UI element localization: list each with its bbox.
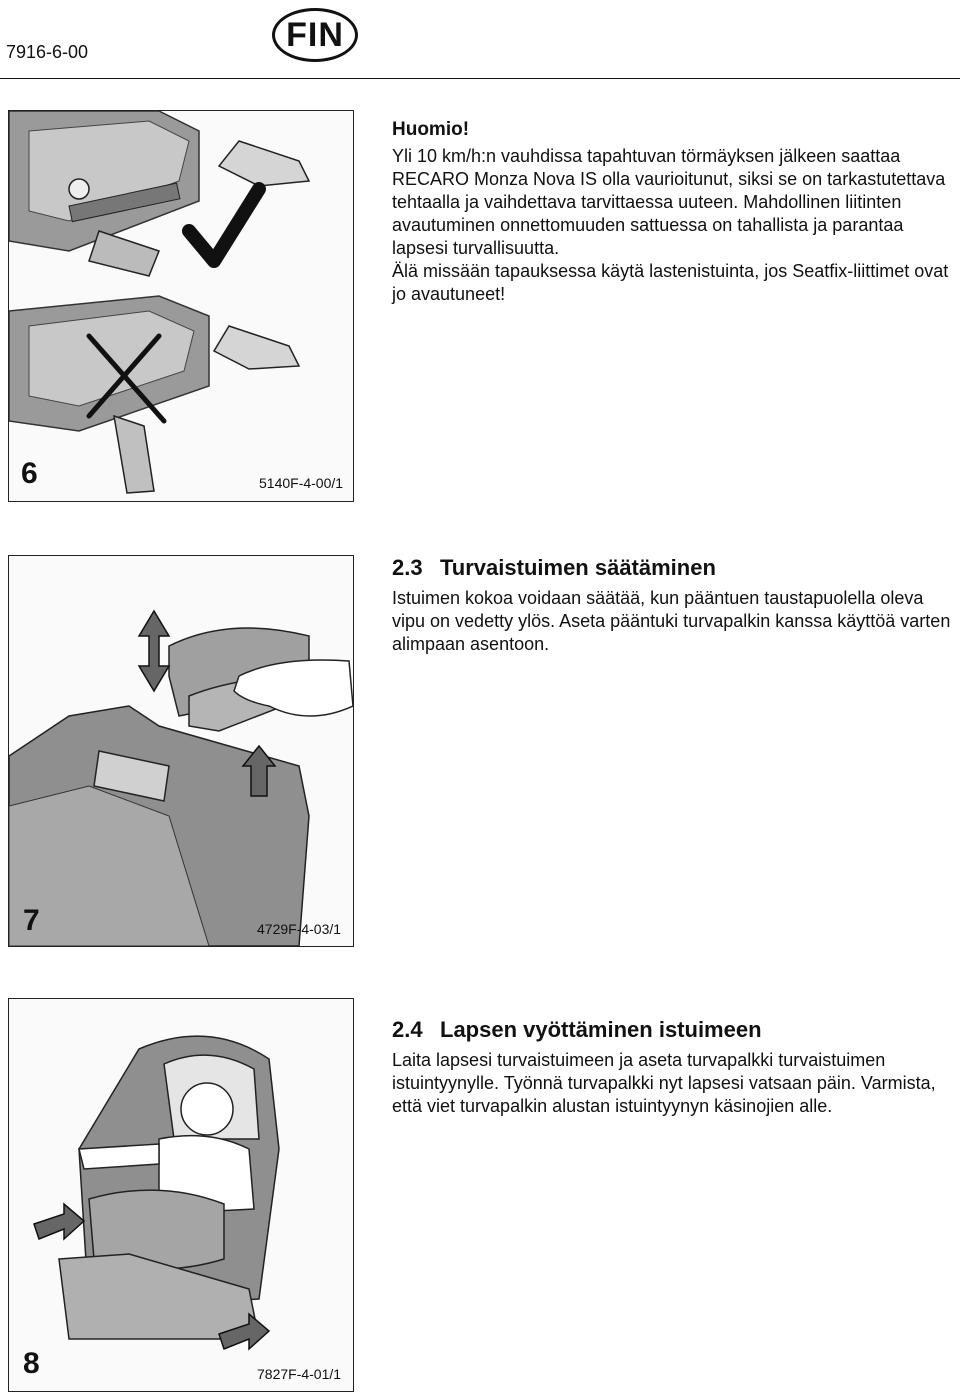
- figure-number: 8: [23, 1347, 40, 1380]
- bolt-circle: [69, 179, 89, 199]
- double-arrow-icon: [139, 611, 169, 691]
- figure-7-illustration: [9, 556, 353, 946]
- document-code: 7916-6-00: [6, 42, 89, 62]
- figure-8: [8, 998, 354, 1392]
- notice-title: Huomio!: [392, 119, 470, 140]
- notice-paragraph-1: Yli 10 km/h:n vauhdissa tapahtuvan törmäyksen jälkeen saattaa RECARO Monza Nova IS olla vaurioitunut, siksi se on tarkastutettava tehtaalla ja vaihdettava tarvittaessa uuteen. Mahdollinen liitinten avautuminen onnettomuuden sattuessa on tahallista ja parantaa lapsesi turvallisuutta.: [392, 146, 946, 258]
- figure-6-illustration: [9, 111, 353, 501]
- figure-code: 4729F-4-03/1: [257, 921, 342, 937]
- language-badge: FIN: [272, 8, 358, 62]
- section-number: 2.4: [392, 1017, 423, 1042]
- figure-6: [8, 110, 354, 502]
- figure-code: 5140F-4-00/1: [259, 475, 344, 491]
- notice-block: [392, 118, 957, 306]
- figure-7: [8, 555, 354, 947]
- section-title: Turvaistuimen säätäminen: [440, 555, 716, 580]
- section-number: 2.3: [392, 555, 423, 580]
- figure-code: 7827F-4-01/1: [257, 1366, 342, 1382]
- figure-number: 7: [23, 904, 40, 937]
- notice-paragraph-2: Älä missään tapauksessa käytä lastenistuinta, jos Seatfix-liittimet ovat jo avautuneet!: [392, 261, 949, 304]
- section-2-4: [392, 1018, 957, 1118]
- child-head: [181, 1083, 233, 1135]
- header-rule: [0, 78, 960, 79]
- figure-number: 6: [21, 457, 38, 490]
- section-title: Lapsen vyöttäminen istuimeen: [440, 1017, 762, 1042]
- section-heading: [392, 556, 957, 579]
- section-body: Laita lapsesi turvaistuimeen ja aseta turvapalkki turvaistuimen istuintyynylle. Työnnä turvapalkki nyt lapsesi vatsaan päin. Varmista, että viet turvapalkin alustan istuintyynyn käsinojien alle.: [392, 1050, 936, 1116]
- section-heading: [392, 1018, 957, 1041]
- right-arrow-icon: [34, 1204, 84, 1239]
- figure-8-illustration: [9, 999, 353, 1391]
- section-body: Istuimen kokoa voidaan säätää, kun pääntuen taustapuolella oleva vipu on vedetty ylös. Aseta pääntuki turvapalkin kanssa käyttöä varten alimpaan asentoon.: [392, 588, 951, 654]
- section-2-3: [392, 556, 957, 656]
